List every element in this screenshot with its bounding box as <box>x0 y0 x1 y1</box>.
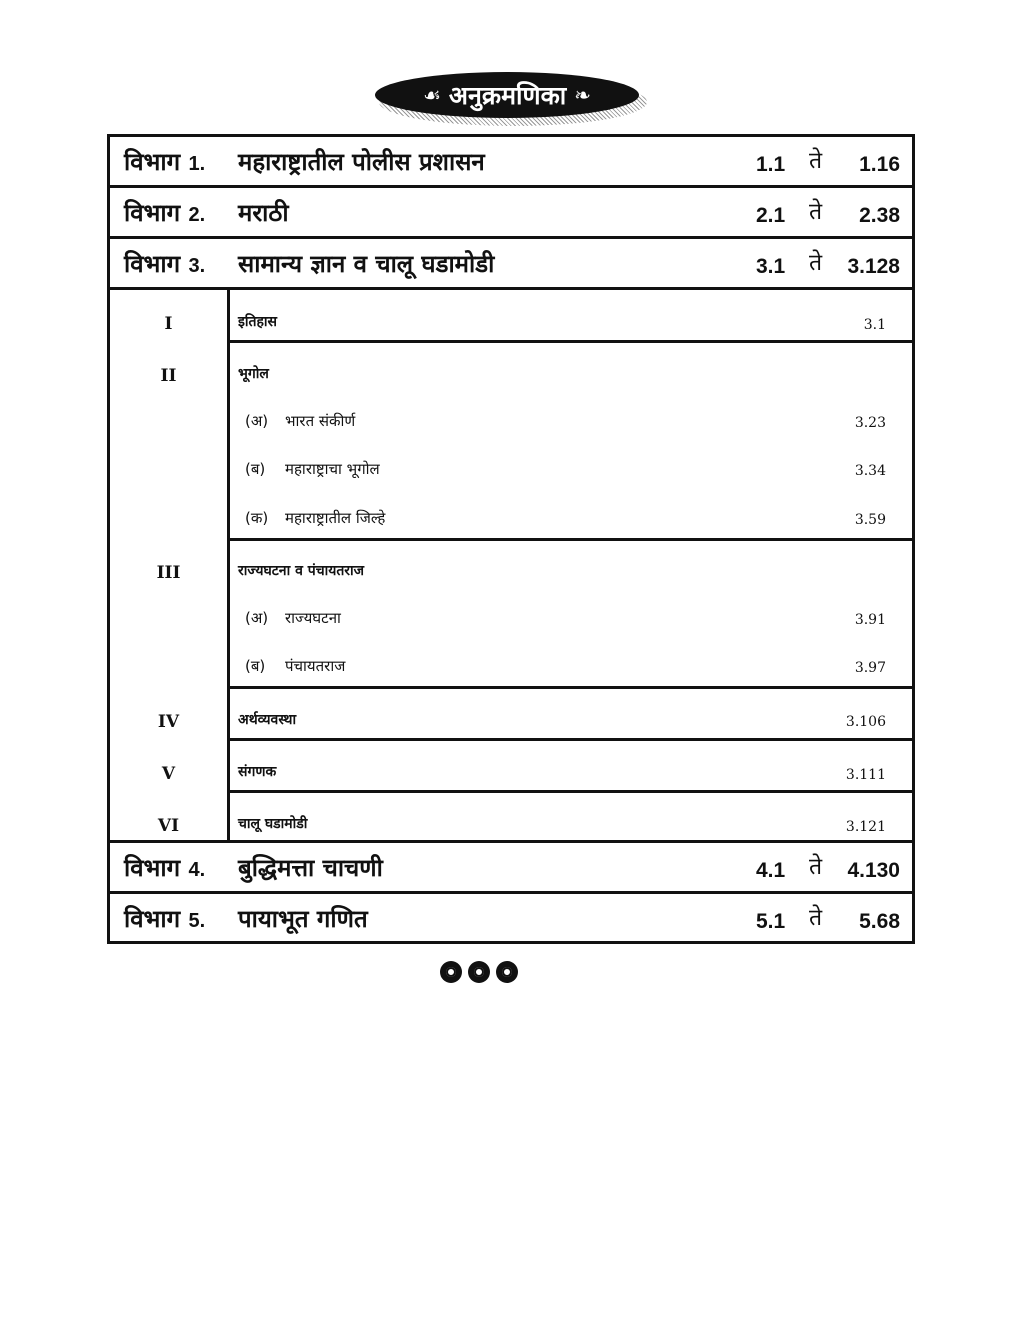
flower-ornament-icon <box>496 961 518 983</box>
subsection-title-sanganak[interactable]: संगणक <box>238 764 277 780</box>
section-row-5[interactable] <box>110 894 912 942</box>
list-item[interactable]: (क) महाराष्ट्रातील जिल्हे <box>245 509 386 527</box>
roman-numeral-3: III <box>156 563 181 583</box>
subsection-title-arthavyavastha[interactable]: अर्थव्यवस्था <box>238 712 297 728</box>
roman-numeral-2: II <box>160 366 177 386</box>
section-page-from: 5.1 <box>756 910 786 933</box>
roman-numeral-6: VI <box>157 816 180 836</box>
subsection-title-bhugol[interactable]: भूगोल <box>238 366 269 382</box>
subsection-title-chalu-ghadamodi[interactable]: चालू घडामोडी <box>238 816 308 832</box>
roman-numeral-5: V <box>161 764 176 784</box>
section-label: विभाग 5. <box>124 905 206 933</box>
section-te: ते <box>809 250 823 276</box>
subsection-title-rajyaghatana[interactable]: राज्यघटना व पंचायतराज <box>238 563 365 579</box>
section-page-from: 3.1 <box>756 255 786 278</box>
section-title: बुद्धिमत्ता चाचणी <box>238 854 383 882</box>
list-item[interactable]: (अ) भारत संकीर्ण <box>245 412 356 430</box>
section-title: मराठी <box>238 199 289 227</box>
footer-ornaments <box>440 961 518 983</box>
subsection-title-itihas[interactable]: इतिहास <box>238 314 278 330</box>
column-divider <box>227 290 230 843</box>
row-divider <box>230 790 912 793</box>
flower-ornament-icon <box>440 961 462 983</box>
row-divider <box>230 738 912 741</box>
flower-ornament-icon <box>468 961 490 983</box>
subsection-page: 3.1 <box>863 317 886 333</box>
ornament-left-icon: ☙ <box>422 83 441 107</box>
section-title: महाराष्ट्रातील पोलीस प्रशासन <box>238 148 485 176</box>
item-page: 3.59 <box>854 512 886 528</box>
ornament-right-icon: ❧ <box>574 83 592 107</box>
item-page: 3.97 <box>854 660 886 676</box>
section-page-to: 1.16 <box>859 153 900 176</box>
item-page: 3.34 <box>854 463 886 479</box>
section-page-to: 5.68 <box>859 910 900 933</box>
subsection-page: 3.121 <box>845 819 886 835</box>
section-page-from: 4.1 <box>756 859 786 882</box>
list-item[interactable]: (अ) राज्यघटना <box>245 609 341 627</box>
section-te: ते <box>809 905 823 931</box>
toc-table <box>107 134 915 944</box>
list-item[interactable]: (ब) महाराष्ट्राचा भूगोल <box>245 460 380 478</box>
row-divider <box>230 538 912 541</box>
section-row-3[interactable] <box>110 239 912 290</box>
heading-oval <box>375 72 639 118</box>
section-label: विभाग 3. <box>124 250 206 278</box>
section-title: पायाभूत गणित <box>238 905 368 933</box>
section-row-1[interactable] <box>110 137 912 188</box>
section-page-to: 2.38 <box>859 204 900 227</box>
roman-numeral-1: I <box>164 314 173 334</box>
row-divider <box>230 686 912 689</box>
section-label: विभाग 1. <box>124 148 206 176</box>
subsection-block <box>110 290 912 840</box>
section-page-to: 4.130 <box>847 859 900 882</box>
item-page: 3.23 <box>854 415 886 431</box>
section-te: ते <box>809 854 823 880</box>
section-label: विभाग 2. <box>124 199 206 227</box>
section-page-from: 1.1 <box>756 153 786 176</box>
page-title: अनुक्रमणिका <box>448 81 567 110</box>
list-item[interactable]: (ब) पंचायतराज <box>245 657 346 675</box>
section-page-from: 2.1 <box>756 204 786 227</box>
roman-numeral-4: IV <box>157 712 180 732</box>
section-row-2[interactable] <box>110 188 912 239</box>
toc-heading-badge <box>375 72 643 126</box>
subsection-page: 3.111 <box>845 767 886 783</box>
subsection-page: 3.106 <box>845 714 886 730</box>
section-te: ते <box>809 199 823 225</box>
section-page-to: 3.128 <box>847 255 900 278</box>
section-row-4[interactable] <box>110 840 912 894</box>
section-label: विभाग 4. <box>124 854 206 882</box>
item-page: 3.91 <box>854 612 886 628</box>
row-divider <box>230 340 912 343</box>
section-title: सामान्य ज्ञान व चालू घडामोडी <box>238 250 495 278</box>
section-te: ते <box>809 148 823 174</box>
